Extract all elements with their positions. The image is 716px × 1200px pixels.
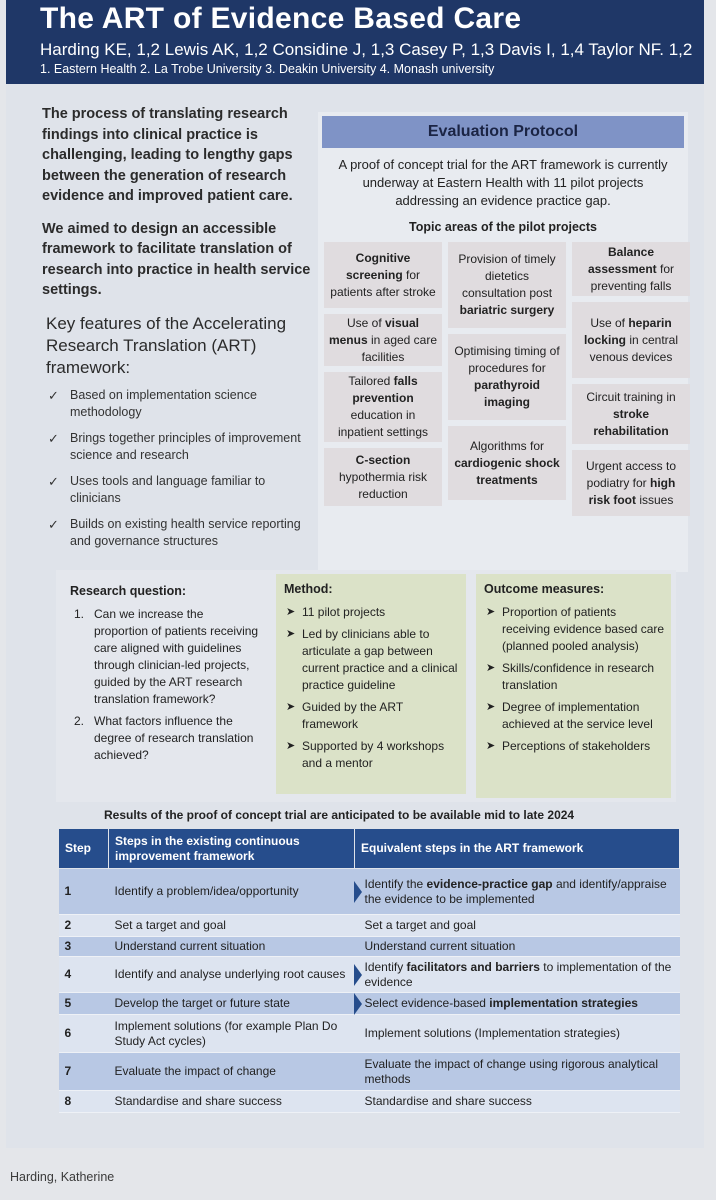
art-step-cell: Set a target and goal [355,915,680,937]
topic-cell [324,242,442,308]
topic-cell [324,314,442,366]
outcome-item: ➤ Perceptions of stakeholders [486,739,651,753]
research-question-item: 1. Can we increase the proportion of patients receiving care aligned with guidelines through clinician-led projects, guided by the ART research translation framework? [74,607,259,706]
step-number: 8 [59,1091,109,1113]
art-step-cell: Select evidence-based implementation strategies [355,993,680,1015]
topic-areas-title: Topic areas of the pilot projects [409,220,597,234]
key-feature-item: ✓ Brings together principles of improvement science and research [48,430,301,462]
topic-text: Use of visual menus in aged care facilities [328,315,438,364]
presenter-name: Harding, Katherine [10,1170,115,1184]
topic-text: Use of heparin locking in central venous devices [583,315,679,364]
topic-cell [448,426,566,500]
step-number: 4 [59,957,109,993]
topic-cell [572,302,690,378]
existing-step-cell: Develop the target or future state [109,993,355,1015]
intro-paragraph-1: The process of translating research findings into clinical practice is challenging, leading to lengthy gaps between the generation of research evidence and improved patient care. [42,106,293,204]
outcome-column [476,574,671,798]
table-row [59,1091,680,1113]
table-row [59,993,680,1015]
topic-cell [448,334,566,420]
table-row [59,1053,680,1091]
arrow-bullet-icon: ➤ [486,662,496,674]
table-row [59,1015,680,1053]
flag-arrow-icon [354,964,362,986]
art-step-cell: Implement solutions (Implementation strategies) [355,1015,680,1053]
method-item: ➤ Guided by the ART framework [286,700,403,731]
step-number: 1 [59,869,109,915]
topic-cell [448,242,566,328]
existing-step-cell: Identify and analyse underlying root causes [109,957,355,993]
check-icon: ✓ [48,473,59,489]
existing-step-cell: Evaluate the impact of change [109,1053,355,1091]
flag-arrow-icon [354,993,362,1015]
method-item: ➤ 11 pilot projects [286,605,386,619]
column-header-step: Step [59,829,109,869]
evaluation-header: Evaluation Protocol [322,116,684,148]
research-question-item: 2. What factors influence the degree of research translation achieved? [74,714,254,762]
key-features-title: Key features of the Accelerating Research Translation (ART) framework: [46,313,287,377]
topic-text: Provision of timely dietetics consultation post bariatric surgery [458,252,556,317]
existing-step-cell: Set a target and goal [109,915,355,937]
art-step-cell: Identify facilitators and barriers to implementation of the evidence [355,957,680,993]
topic-cell [324,372,442,442]
art-step-cell: Identify the evidence-practice gap and identify/appraise the evidence to be implemented [355,869,680,915]
check-icon: ✓ [48,516,59,532]
method-column [276,574,466,794]
art-step-cell: Standardise and share success [355,1091,680,1113]
method-title: Method: [284,582,333,596]
existing-step-cell: Identify a problem/idea/opportunity [109,869,355,915]
intro-section [42,104,312,559]
outcome-item: ➤ Proportion of patients receiving evidence based care (planned pooled analysis) [486,605,665,653]
research-panel [56,570,676,802]
topic-cell [572,242,690,296]
topic-text: Circuit training in stroke rehabilitation [586,389,676,438]
step-number: 2 [59,915,109,937]
key-feature-item: ✓ Builds on existing health service reporting and governance structures [48,516,301,548]
check-icon: ✓ [48,387,59,403]
art-step-cell: Evaluate the impact of change using rigorous analytical methods [355,1053,680,1091]
check-icon: ✓ [48,430,59,446]
table-row [59,915,680,937]
key-feature-item: ✓ Uses tools and language familiar to clinicians [48,473,266,505]
outcome-item: ➤ Skills/confidence in research translation [486,661,655,692]
poster [6,0,704,1148]
topic-column [448,242,566,516]
existing-step-cell: Implement solutions (for example Plan Do Study Act cycles) [109,1015,355,1053]
key-feature-item: ✓ Based on implementation science methodology [48,387,257,419]
steps-comparison-table [58,828,680,1113]
table-row [59,937,680,957]
poster-title: The ART of Evidence Based Care [40,2,522,35]
key-features-list [42,387,312,550]
topic-cell [572,384,690,444]
column-header-existing: Steps in the existing continuous improvement framework [109,829,355,869]
arrow-bullet-icon: ➤ [286,628,296,640]
topic-grid [318,234,688,516]
research-question-column [70,576,260,769]
topic-text: C-section hypothermia risk reduction [338,452,428,501]
arrow-bullet-icon: ➤ [486,740,496,752]
arrow-bullet-icon: ➤ [286,740,296,752]
existing-step-cell: Understand current situation [109,937,355,957]
intro-paragraph-2: We aimed to design an accessible framework to facilitate translation of research into practice in health service settings. [42,220,311,298]
topic-text: Urgent access to podiatry for high risk foot issues [585,458,677,507]
step-number: 5 [59,993,109,1015]
topic-text: Tailored falls prevention education in inpatient settings [337,374,429,439]
poster-banner [6,0,704,84]
flag-arrow-icon [354,881,362,903]
evaluation-protocol [318,112,688,572]
art-step-cell: Understand current situation [355,937,680,957]
outcome-title: Outcome measures: [484,582,605,596]
topic-text: Cognitive screening for patients after stroke [330,250,436,299]
topic-column [572,242,690,516]
topic-cell [324,448,442,506]
outcome-item: ➤ Degree of implementation achieved at the service level [486,700,653,731]
table-row [59,957,680,993]
topic-text: Algorithms for cardiogenic shock treatments [454,438,560,487]
step-number: 7 [59,1053,109,1091]
research-question-title: Research question: [70,584,187,598]
column-header-art: Equivalent steps in the ART framework [355,829,680,869]
arrow-bullet-icon: ➤ [486,701,496,713]
arrow-bullet-icon: ➤ [286,606,296,618]
method-item: ➤ Supported by 4 workshops and a mentor [286,739,445,770]
step-number: 3 [59,937,109,957]
existing-step-cell: Standardise and share success [109,1091,355,1113]
method-item: ➤ Led by clinicians able to articulate a gap between current practice and a clinical practice guideline [286,627,458,692]
arrow-bullet-icon: ➤ [486,606,496,618]
author-list: Harding KE, 1,2 Lewis AK, 1,2 Considine J, 1,3 Casey P, 1,3 Davis I, 1,4 Taylor NF. 1,2 [40,40,693,59]
results-statement: Results of the proof of concept trial are anticipated to be available mid to late 2024 [104,808,575,822]
table-row [59,869,680,915]
topic-cell [572,450,690,516]
arrow-bullet-icon: ➤ [286,701,296,713]
evaluation-description: A proof of concept trial for the ART framework is currently underway at Eastern Health with 11 pilot projects addressing an evidence practice gap. [338,157,668,208]
topic-column [324,242,442,516]
topic-text: Optimising timing of procedures for parathyroid imaging [454,344,560,409]
step-number: 6 [59,1015,109,1053]
affiliations: 1. Eastern Health 2. La Trobe University 3. Deakin University 4. Monash university [40,62,495,76]
topic-text: Balance assessment for preventing falls [587,244,675,293]
